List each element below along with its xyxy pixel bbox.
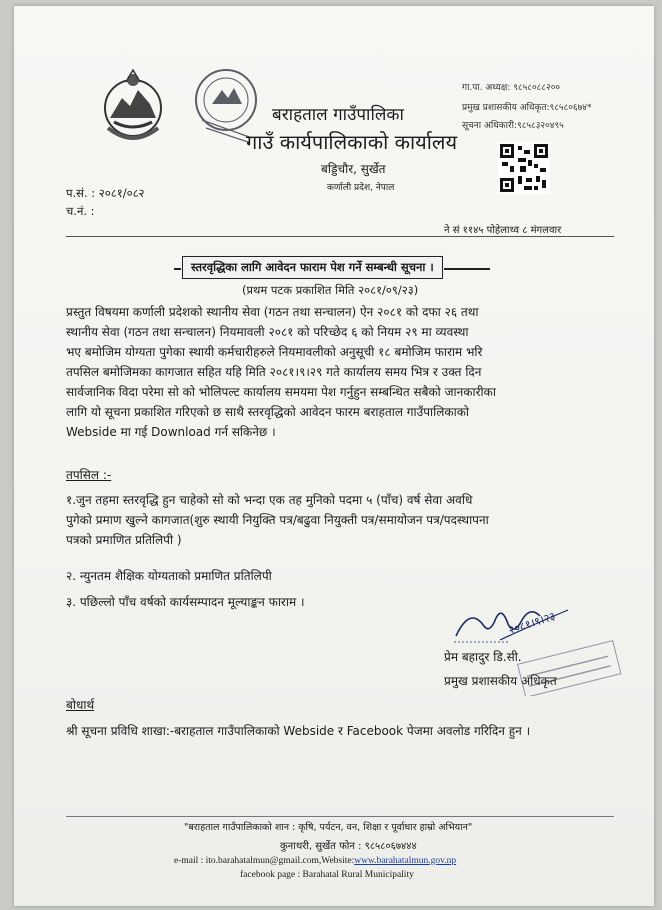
header-divider	[66, 236, 614, 237]
footer-address-phone: कुनाथरी, सुर्खेत फोन : ९८५८०६७४४४	[280, 841, 417, 852]
cc-heading: बोधार्थ	[66, 698, 95, 712]
tapsil-heading: तपसिल :-	[66, 468, 112, 482]
office-province: कर्णाली प्रदेश, नेपाल	[327, 183, 395, 193]
item-line: २. न्युनतम शैक्षिक योग्यताको प्रमाणित प्रतिलिपी	[66, 569, 272, 583]
signatory-title: प्रमुख प्रशासकीय अधिकृत	[444, 674, 557, 688]
office-address: बड्डिचौर, सुर्खेत	[321, 162, 386, 176]
nepal-emblem-icon	[100, 68, 166, 144]
contact-info-officer: सूचना अधिकारी:९८५८३२०४९५	[462, 121, 564, 131]
body-line: तपसिल बमोजिमका कागजात सहित यहि मिति २०८१।९।२९ गते कार्यालय समय भित्र र उक्त दिन	[66, 365, 482, 379]
item-line: पत्रको प्रमाणित प्रतिलिपी )	[66, 533, 182, 547]
contact-chairman: गा.पा. अध्यक्ष: ९८५८०८८२००	[462, 83, 561, 93]
first-published-date: (प्रथम पटक प्रकाशित मिति २०८१/०९/२३)	[242, 283, 419, 297]
letter-number: प.सं. : २०८१/०८२	[66, 186, 145, 200]
nepal-sambat-date: ने सं ११४५ पोहेलाथ्व ८ मंगलवार	[444, 225, 562, 236]
signature-date: २०८१।९।२३	[506, 609, 557, 637]
footer-slogan: "बराहताल गाउँपालिकाको शान : कृषि, पर्यटन, वन, शिक्षा र पूर्वाधार हाम्रो अभियान"	[184, 822, 473, 833]
org-name: बराहताल गाउँपालिका	[272, 105, 404, 125]
office-name: गाउँ कार्यपालिकाको कार्यालय	[246, 130, 458, 154]
contact-cao: प्रमुख प्रशासकीय अधिकृत:९८५८०६७४*	[462, 103, 592, 113]
footer-email-website	[174, 856, 456, 866]
qr-code-icon	[498, 142, 550, 194]
footer-divider	[66, 816, 614, 817]
requirement-item-2	[66, 566, 614, 586]
cc-text: श्री सूचना प्रविधि शाखा:-बराहताल गाउँपालिकाको Webside र Facebook पेजमा अवलोड गरिदिन हुन ।	[66, 724, 531, 738]
body-line: प्रस्तुत विषयमा कर्णाली प्रदेशको स्थानीय सेवा (गठन तथा सन्चालन) ऐन २०८१ को दफा २६ तथा	[66, 305, 479, 319]
requirement-item-1	[66, 490, 614, 550]
notice-letter	[14, 6, 654, 906]
item-line: १.जुन तहमा स्तरवृद्धि हुन चाहेको सो को भन्दा एक तह मुनिको पदमा ५ (पाँच) वर्ष सेवा अवधि	[66, 493, 473, 507]
dispatch-number: च.नं. :	[66, 204, 95, 218]
footer-email: e-mail : ito.barahatalmun@gmail.com,Website:	[174, 856, 355, 866]
item-line: ३. पछिल्लो पाँच वर्षको कार्यसम्पादन मूल्याङ्कन फाराम ।	[66, 595, 305, 609]
notice-subject: स्तरवृद्धिका लागि आवेदन फाराम पेश गर्ने सम्बन्धी सूचना ।	[182, 256, 443, 279]
body-line: भए बमोजिम योग्यता पुगेका स्थायी कर्मचारीहरुले नियमावलीको अनुसूची १८ बमोजिम फाराम भरि	[66, 345, 483, 359]
body-line: लागि यो सूचना प्रकाशित गरिएको छ साथै स्तरवृद्धिको आवेदन फारम बराहताल गाउँपालिकाको	[66, 405, 470, 419]
website-link[interactable]: www.barahatalmun.gov.np	[354, 856, 457, 866]
notice-body	[66, 302, 614, 442]
signatory-name: प्रेम बहादुर डि.सी.	[444, 650, 522, 664]
body-line: सार्वजानिक विदा परेमा सो को भोलिपल्ट कार्यालय समयमा पेश गर्नुहुन सम्बन्धित सबैको जानकारीका	[66, 385, 496, 399]
body-line: Webside मा गई Download गर्न सकिनेछ ।	[66, 425, 276, 439]
item-line: पुगेको प्रमाण खुल्ने कागजात(शुरु स्थायी नियुक्ति पत्र/बढुवा नियुक्ती पत्र/समायोजन पत्र/पदस्थापना	[66, 513, 489, 527]
body-line: स्थानीय सेवा (गठन तथा सन्चालन) नियमावली २०८१ को परिच्छेद ६ को नियम २९ मा व्यवस्था	[66, 325, 469, 339]
footer-facebook: facebook page : Barahatal Rural Municipality	[240, 870, 414, 880]
